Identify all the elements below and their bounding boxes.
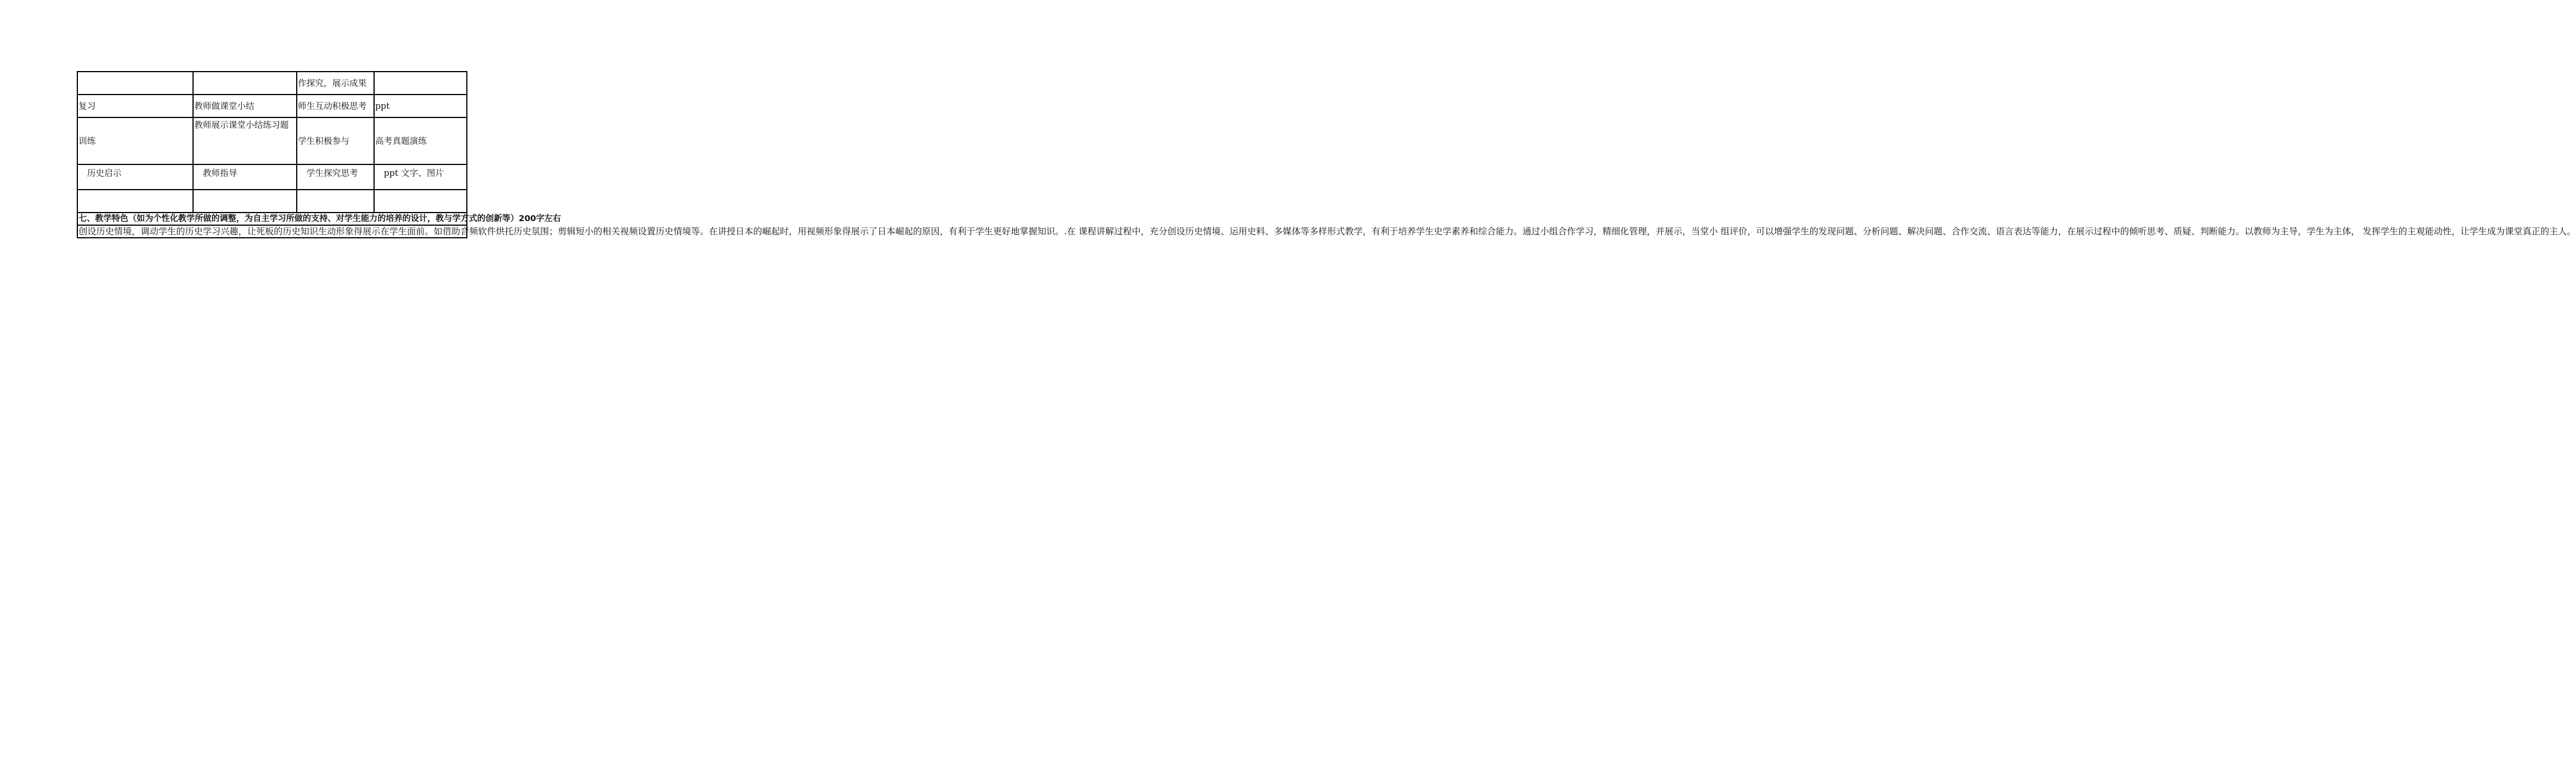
section-heading-row: [77, 213, 467, 225]
table-cell: [374, 72, 467, 95]
table-cell: 历史启示: [77, 164, 193, 190]
table-cell: 学生积极参与: [297, 117, 374, 164]
table-cell: 教师做课堂小结: [193, 95, 297, 117]
table-cell: [77, 190, 193, 213]
table-cell: [297, 190, 374, 213]
table-cell: 教师指导: [193, 164, 297, 190]
table-row: [77, 72, 467, 95]
table-cell: [193, 72, 297, 95]
table-cell: 训练: [77, 117, 193, 164]
table-row: [77, 164, 467, 190]
table-row: [77, 117, 467, 164]
table-row: [77, 95, 467, 117]
table-cell: 教师展示课堂小结练习题: [193, 117, 297, 164]
table-cell: [77, 72, 193, 95]
table-cell: 复习: [77, 95, 193, 117]
lesson-plan-table: [77, 71, 2576, 238]
section-body: 创设历史情境，调动学生的历史学习兴趣，让死板的历史知识生动形象得展示在学生面前。如借助音频软件烘托历史氛围；剪辑短小的相关视频设置历史情境等。在讲授日本的崛起时，用视频形象得展示了日本崛起的原因，有利于学生更好地掌握知识。.在 课程讲解过程中，充分创设历史情境、运用史料、多媒体等多样形式教学，有利于培养学生史学素养和综合能力。通过小组合作学习，精细化管理，并展示，当堂小 组评价，可以增强学生的发现问题、分析问题、解决问题、合作交流、语言表达等能力，在展示过程中的倾听思考、质疑、判断能力。以教师为主导，学生为主体， 发挥学生的主观能动性，让学生成为课堂真正的主人。: [78, 226, 2576, 237]
table-cell: [193, 190, 297, 213]
table-row: [77, 190, 467, 213]
table-cell: [374, 190, 467, 213]
table-cell: 作探究，展示成果: [297, 72, 374, 95]
table-cell: ppt 文字、图片: [374, 164, 467, 190]
table-cell: ppt: [374, 95, 467, 117]
section-body-row: [77, 225, 467, 238]
table-cell: 师生互动积极思考: [297, 95, 374, 117]
table-cell: 学生探究思考: [297, 164, 374, 190]
table-cell: 高考真题演练: [374, 117, 467, 164]
section-heading: 七、教学特色（如为个性化教学所做的调整，为自主学习所做的支持、对学生能力的培养的设计，教与学方式的创新等）200字左右: [77, 213, 467, 225]
